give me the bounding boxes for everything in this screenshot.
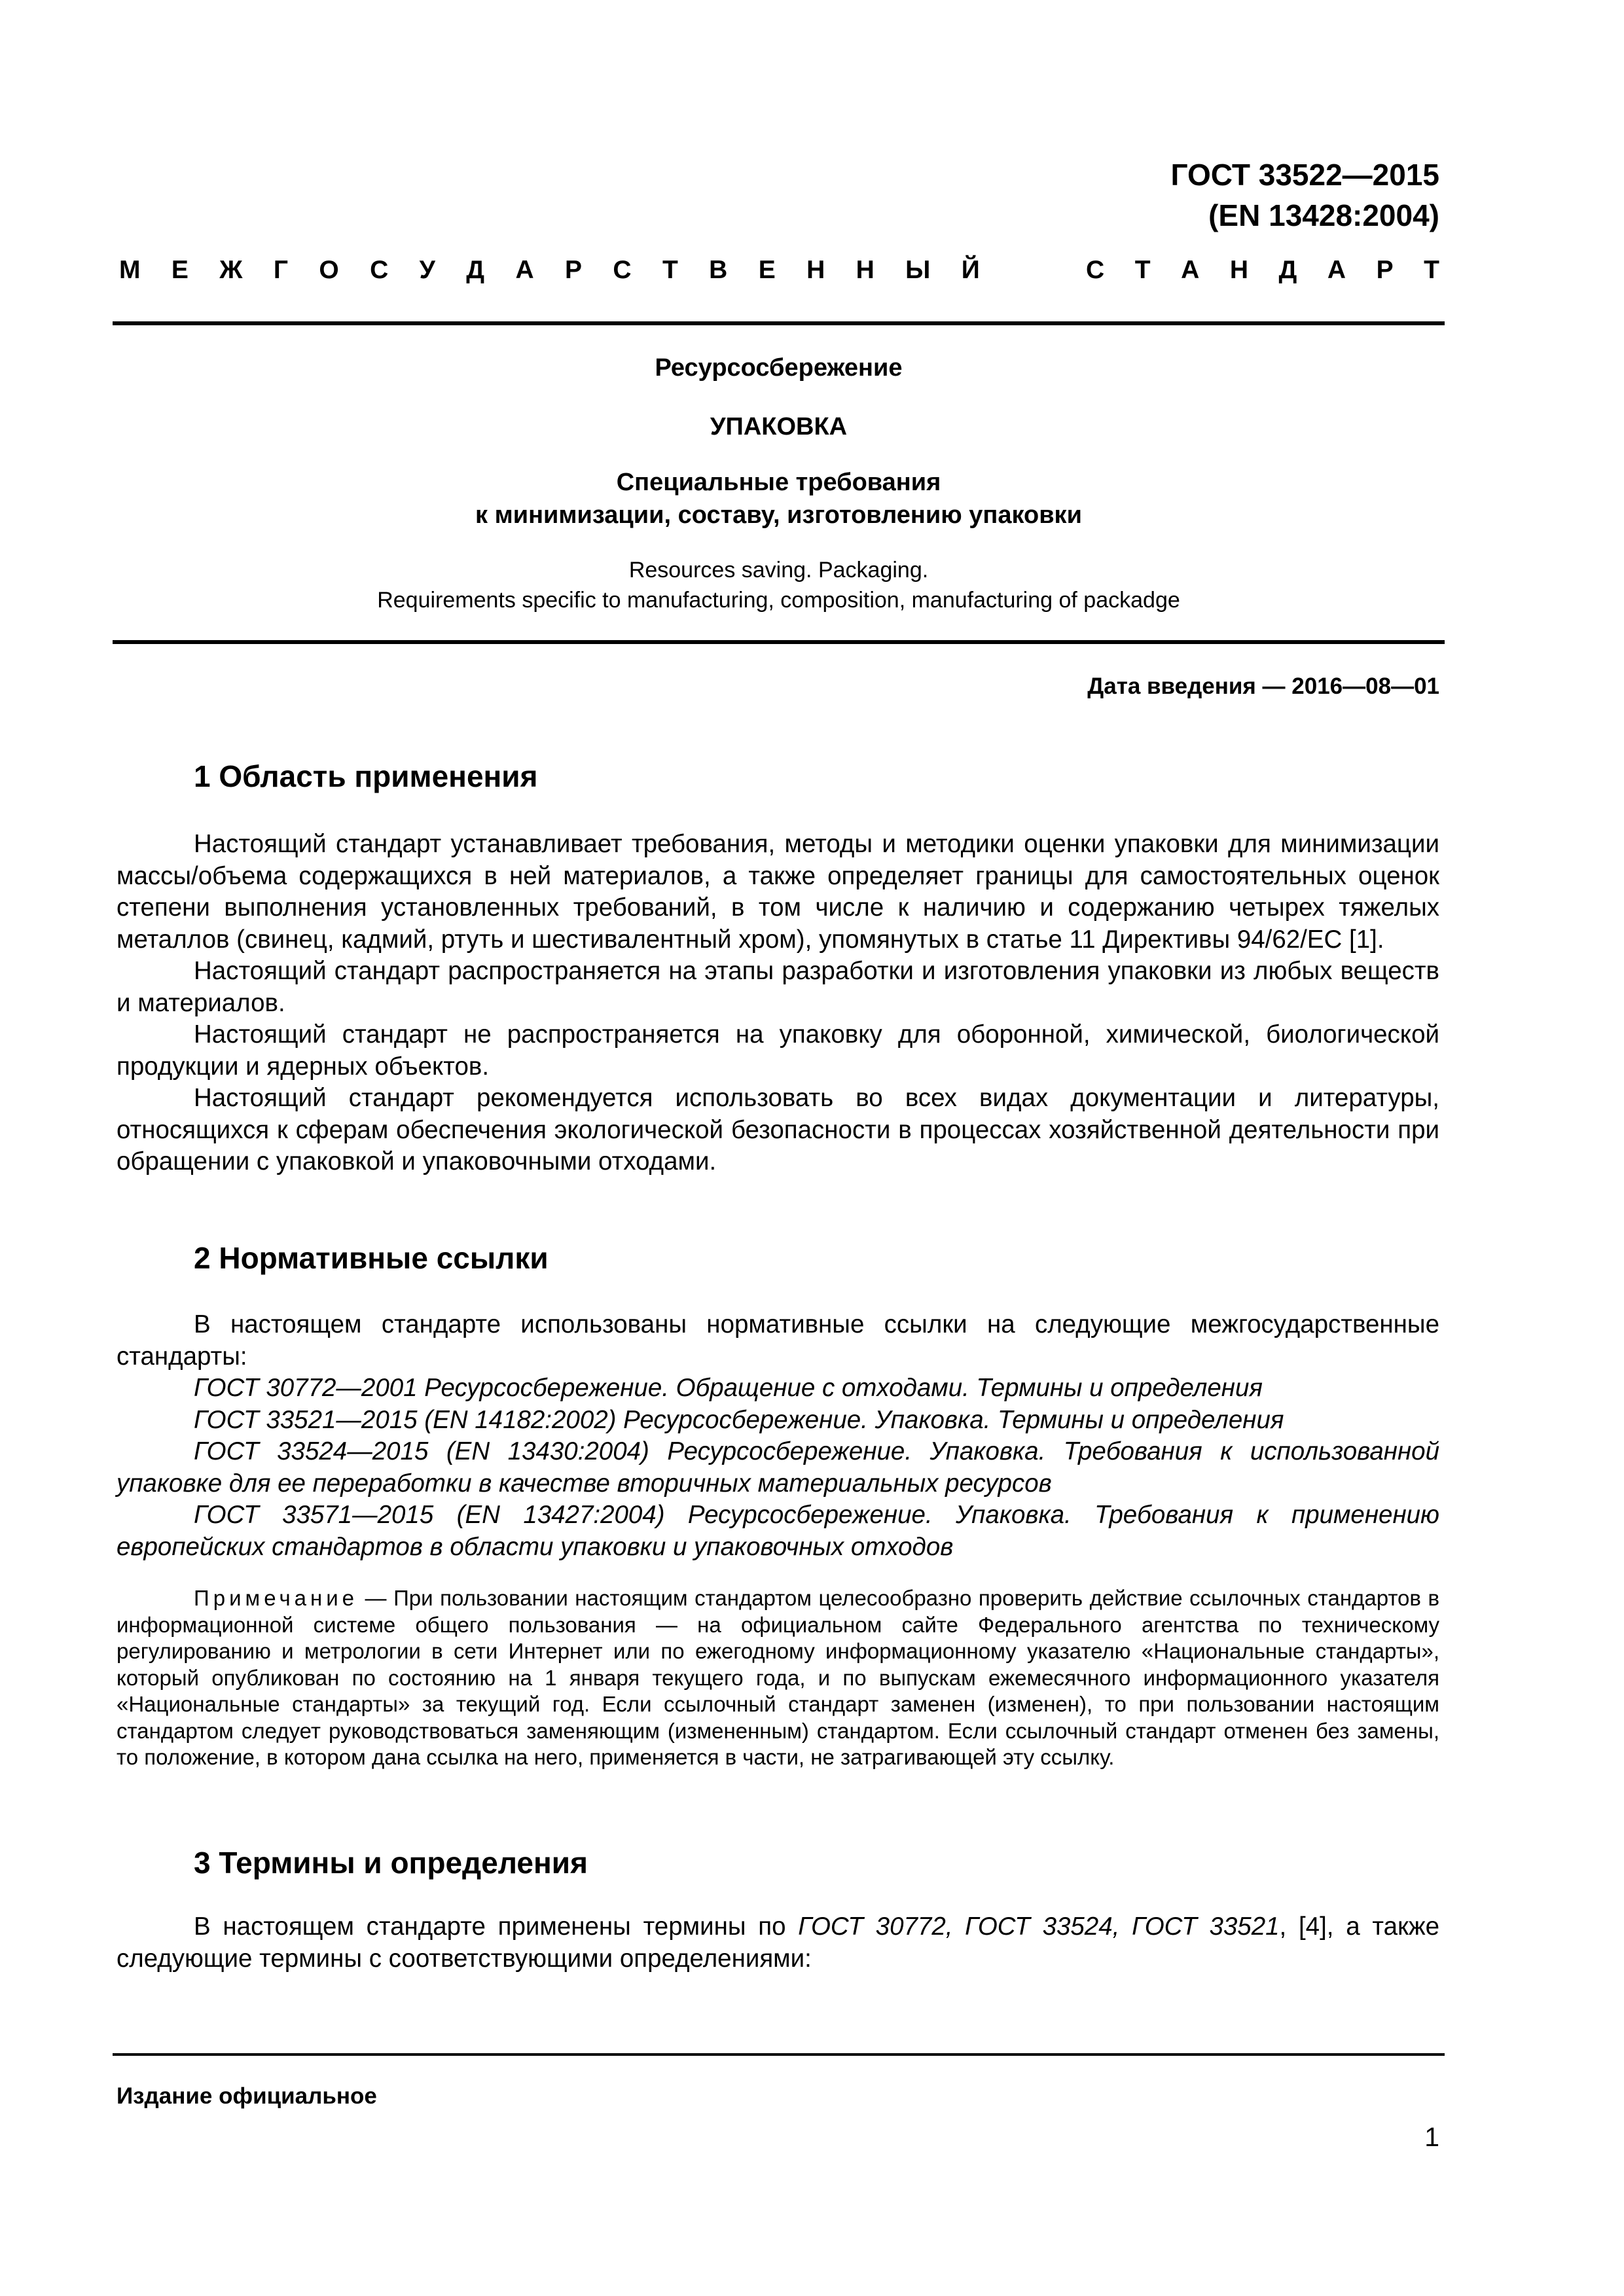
- banner-letter: А: [1327, 256, 1346, 284]
- section-3-text-after: , [4], а также следующие термины с соответствующими определениями:: [117, 1912, 1439, 1973]
- title-english-line2: Requirements specific to manufacturing, composition, manufacturing of packadge: [377, 588, 1180, 613]
- banner-letter: Р: [565, 256, 583, 284]
- banner-letter: Е: [758, 256, 776, 284]
- banner-letter: Г: [273, 256, 288, 284]
- banner-letter: В: [709, 256, 728, 284]
- section-1-paragraph: Настоящий стандарт рекомендуется использовать во всех видах документации и литературы, относящихся к сферам обеспечения экологической безопасности в процессах хозяйственной деятельности при обращении с упаковкой и упаковочными отходами.: [117, 1084, 1439, 1175]
- official-edition-label: Издание официальное: [117, 2083, 377, 2109]
- normative-reference: ГОСТ 33571—2015 (EN 13427:2004) Ресурсосбережение. Упаковка. Требования к применению европейских стандартов в области упаковки и упаковочных отходов: [117, 1501, 1439, 1561]
- normative-reference: ГОСТ 33521—2015 (EN 14182:2002) Ресурсосбережение. Упаковка. Термины и определения: [194, 1405, 1284, 1434]
- section-2-heading: 2 Нормативные ссылки: [194, 1241, 549, 1275]
- banner-letter: А: [515, 256, 534, 284]
- banner-letter: Д: [1278, 256, 1297, 284]
- banner-letter: Т: [1134, 256, 1151, 284]
- section-3-refs: ГОСТ 30772, ГОСТ 33524, ГОСТ 33521: [798, 1912, 1280, 1941]
- title-rule: [113, 640, 1445, 644]
- banner-letter: М: [119, 256, 141, 284]
- banner-letter: Д: [466, 256, 485, 284]
- normative-reference: ГОСТ 30772—2001 Ресурсосбережение. Обращение с отходами. Термины и определения: [194, 1374, 1263, 1402]
- banner-letter: А: [1181, 256, 1200, 284]
- section-1-body: [117, 829, 1439, 1178]
- title-subtitle-line2: к минимизации, составу, изготовлению упаковки: [475, 501, 1082, 529]
- banner-letter: У: [419, 256, 435, 284]
- section-2-intro: В настоящем стандарте использованы нормативные ссылки на следующие межгосударственные стандарты:: [117, 1310, 1439, 1371]
- section-1-paragraph: Настоящий стандарт устанавливает требования, методы и методики оценки упаковки для минимизации массы/объема содержащихся в ней материалов, а также определяет границы для самостоятельных оценок степени выполнения установленных требований, в том числе к наличию и содержанию четырех тяжелых металлов (свинец, кадмий, ртуть и шестивалентный хром), упомянутых в статье 11 Директивы 94/62/EC [1].: [117, 830, 1439, 954]
- document-code-gost: ГОСТ 33522—2015: [1170, 158, 1439, 192]
- section-2-note: [117, 1585, 1439, 1771]
- document-code-en: (EN 13428:2004): [1208, 198, 1439, 232]
- banner-letter: Н: [1229, 256, 1248, 284]
- footer-rule: [113, 2053, 1445, 2056]
- page-number: 1: [1424, 2122, 1439, 2152]
- banner-letter: Т: [1424, 256, 1439, 284]
- banner-letter: Ж: [219, 256, 243, 284]
- section-1-paragraph: Настоящий стандарт распространяется на этапы разработки и изготовления упаковки из любых веществ и материалов.: [117, 957, 1439, 1017]
- banner-letter: С: [613, 256, 632, 284]
- title-subject: УПАКОВКА: [710, 413, 848, 440]
- banner-letter: Н: [806, 256, 825, 284]
- introduction-date: Дата введения — 2016—08—01: [1087, 673, 1439, 699]
- banner-letter: О: [319, 256, 339, 284]
- section-1-paragraph: Настоящий стандарт не распространяется на упаковку для оборонной, химической, биологической продукции и ядерных объектов.: [117, 1020, 1439, 1081]
- standard-type-word-standard: [1086, 254, 1439, 287]
- title-subtitle-line1: Специальные требования: [616, 469, 941, 496]
- title-english-line1: Resources saving. Packaging.: [628, 558, 929, 583]
- section-3-body: [117, 1911, 1439, 1975]
- banner-letter: Н: [856, 256, 875, 284]
- banner-letter: Ы: [905, 256, 931, 284]
- standard-type-word-interstate: [119, 254, 980, 287]
- title-domain: Ресурсосбережение: [655, 354, 903, 382]
- section-1-heading: 1 Область применения: [194, 759, 538, 793]
- standard-type-banner: [119, 254, 1439, 287]
- note-text: — При пользовании настоящим стандартом целесообразно проверить действие ссылочных стандартов в информационной системе общего пользования — на официальном сайте Федерального агентства по техническому регулированию и метрологии в сети Интернет или по ежегодному информационному указателю «Национальные стандарты», который опубликован по состоянию на 1 января текущего года, и по выпускам ежемесячного информационного указателя «Национальные стандарты» за текущий год. Если ссылочный стандарт заменен (изменен), то при пользовании настоящим стандартом следует руководствоваться заменяющим (измененным) стандартом. Если ссылочный стандарт отменен без замены, то положение, в котором дана ссылка на него, применяется в части, не затрагивающей эту ссылку.: [117, 1586, 1439, 1769]
- document-code: [1171, 154, 1439, 236]
- top-rule: [113, 321, 1445, 325]
- banner-letter: Т: [662, 256, 678, 284]
- section-3-heading: 3 Термины и определения: [194, 1846, 588, 1880]
- banner-letter: Е: [171, 256, 189, 284]
- section-2-body: [117, 1309, 1439, 1563]
- section-3-text: В настоящем стандарте применены термины по: [194, 1912, 799, 1941]
- banner-letter: С: [370, 256, 389, 284]
- banner-letter: Й: [961, 256, 980, 284]
- note-label: Примечание: [194, 1586, 359, 1610]
- banner-letter: Р: [1376, 256, 1394, 284]
- banner-letter: С: [1086, 256, 1105, 284]
- normative-reference: ГОСТ 33524—2015 (EN 13430:2004) Ресурсосбережение. Упаковка. Требования к использованной упаковке для ее переработки в качестве вторичных материальных ресурсов: [117, 1437, 1439, 1498]
